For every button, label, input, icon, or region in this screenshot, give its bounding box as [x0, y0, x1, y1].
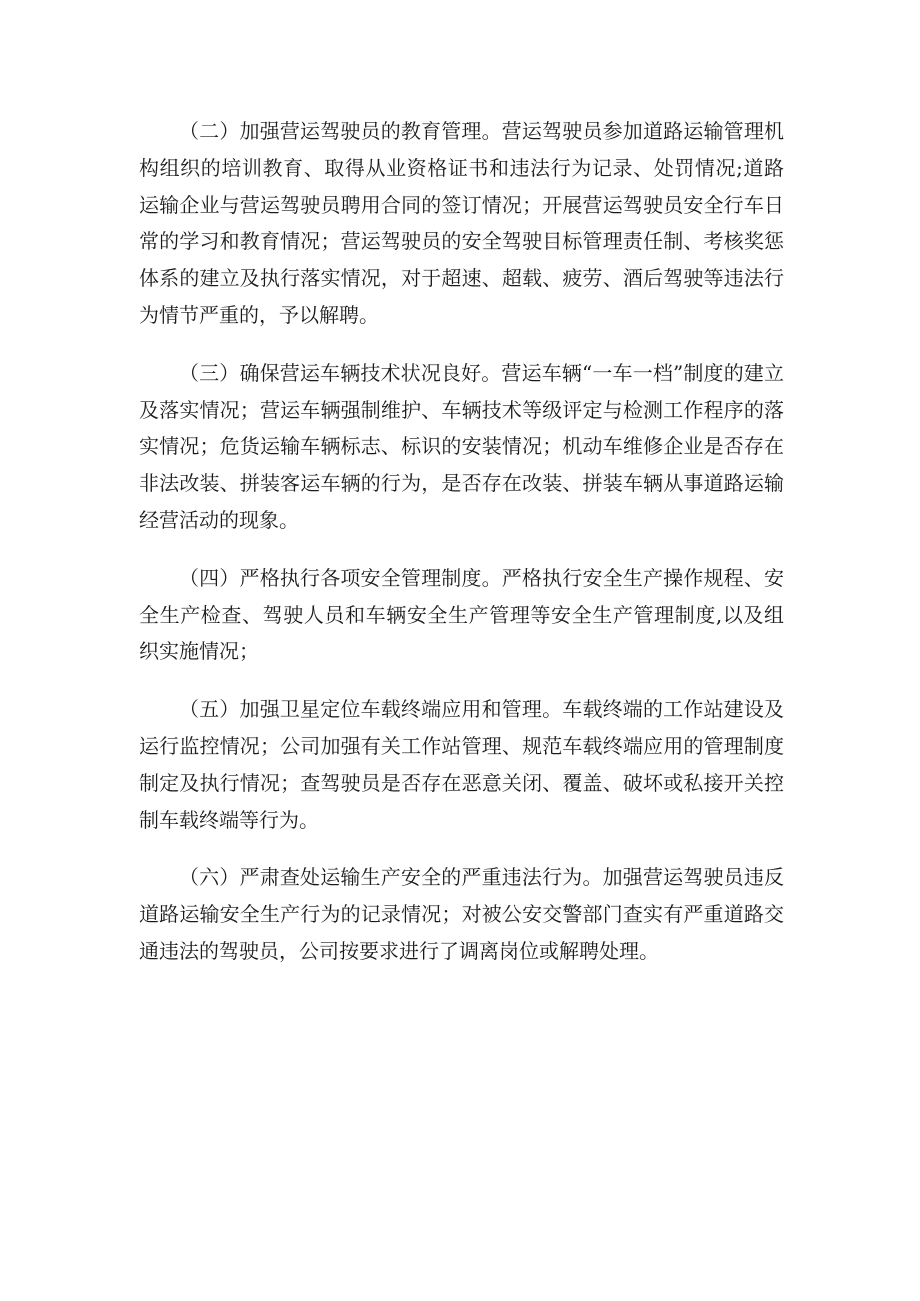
paragraph-safety-rules: （四）严格执行各项安全管理制度。严格执行安全生产操作规程、安全生产检查、驾驶人员和车辆安全生产管理等安全生产管理制度,以及组织实施情况； — [139, 565, 784, 664]
paragraph-violations: （六）严肃查处运输生产安全的严重违法行为。加强营运驾驶员违反道路运输安全生产行为的记录情况；对被公安交警部门查实有严重道路交通违法的驾驶员，公司按要求进行了调离岗位或解聘处理。 — [139, 865, 784, 963]
document-body — [139, 113, 784, 991]
paragraph-education-management: （二）加强营运驾驶员的教育管理。营运驾驶员参加道路运输管理机构组织的培训教育、取得从业资格证书和违法行为记录、处罚情况;道路运输企业与营运驾驶员聘用合同的签订情况；开展营运驾驶员安全行车日常的学习和教育情况；营运驾驶员的安全驾驶目标管理责任制、考核奖惩体系的建立及执行落实情况，对于超速、超载、疲劳、酒后驾驶等违法行为情节严重的，予以解聘。 — [139, 119, 784, 327]
paragraph-vehicle-condition: （三）确保营运车辆技术状况良好。营运车辆“一车一档”制度的建立及落实情况；营运车辆强制维护、车辆技术等级评定与检测工作程序的落实情况；危货运输车辆标志、标识的安装情况；机动车维修企业是否存在非法改装、拼装客运车辆的行为，是否存在改装、拼装车辆从事道路运输经营活动的现象。 — [139, 360, 784, 532]
paragraph-satellite-terminal: （五）加强卫星定位车载终端应用和管理。车载终端的工作站建设及运行监控情况；公司加强有关工作站管理、规范车载终端应用的管理制度制定及执行情况；查驾驶员是否存在恶意关闭、覆盖、破坏或私接开关控制车载终端等行为。 — [139, 697, 784, 832]
